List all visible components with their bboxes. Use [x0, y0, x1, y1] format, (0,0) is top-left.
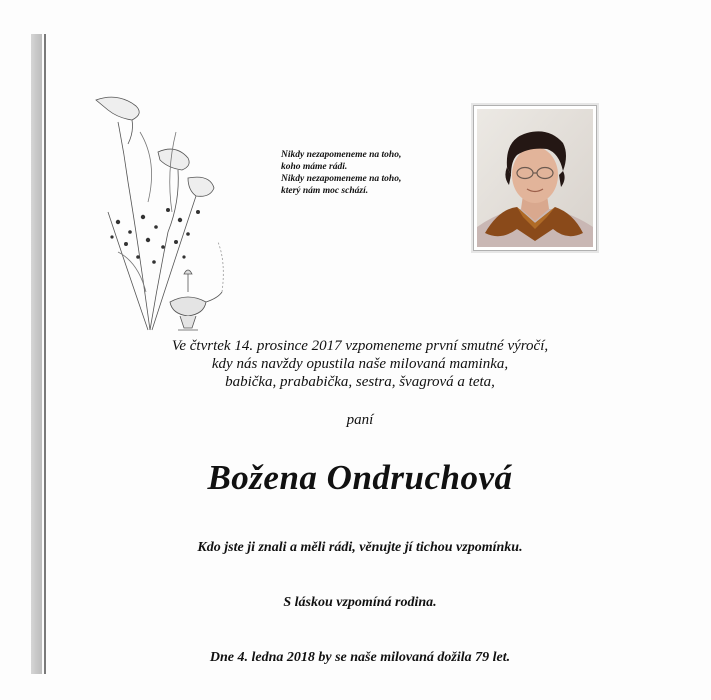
- announcement-line: Ve čtvrtek 14. prosince 2017 vzpomeneme první smutné výročí,: [171, 338, 549, 354]
- birthday-note: Dne 4. ledna 2018 by se naše milovaná dožila 79 let.: [209, 650, 511, 665]
- family-signature: S láskou vzpomíná rodina.: [283, 595, 437, 610]
- verse-line: koho máme rádi.: [281, 162, 348, 172]
- portrait-photo: [477, 109, 593, 247]
- verse-line: Nikdy nezapomeneme na toho,: [281, 150, 402, 160]
- announcement-line: kdy nás navždy opustila naše milovaná maminka,: [211, 356, 509, 372]
- salutation: paní: [346, 412, 374, 428]
- verse: [281, 149, 461, 197]
- side-bar-decoration: [31, 34, 42, 674]
- announcement-line: babička, prababička, sestra, švagrová a teta,: [225, 374, 495, 390]
- portrait-frame: [473, 105, 597, 251]
- verse-line: který nám moc schází.: [281, 186, 369, 196]
- verse-line: Nikdy nezapomeneme na toho,: [281, 174, 402, 184]
- flower-bouquet-icon: [88, 92, 238, 337]
- remembrance-request: Kdo jste ji znali a měli rádi, věnujte jí tichou vzpomínku.: [197, 540, 523, 555]
- side-bar-line: [44, 34, 46, 674]
- announcement-text: [120, 337, 600, 391]
- deceased-name: Božena Ondruchová: [207, 458, 513, 497]
